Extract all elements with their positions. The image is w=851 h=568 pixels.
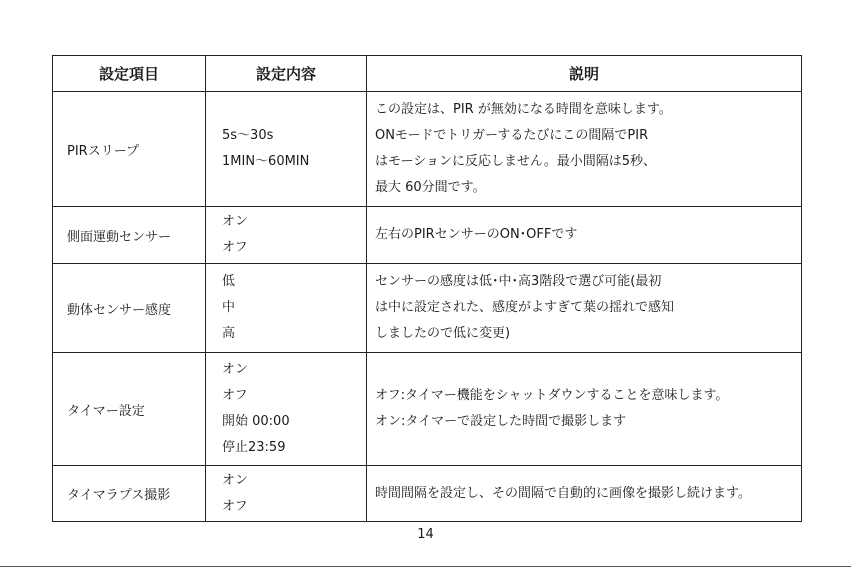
table-row bbox=[53, 92, 802, 207]
header-setting-item: 設定項目 bbox=[53, 56, 206, 92]
description-line: この設定は、PIR が無効になる時間を意味します。 bbox=[375, 102, 672, 117]
option-text: 開始 00:00 bbox=[222, 414, 290, 429]
table-row bbox=[53, 466, 802, 522]
table-row bbox=[53, 207, 802, 264]
page-number: 14 bbox=[417, 527, 434, 542]
description-line: 時間間隔を設定し、その間隔で自動的に画像を撮影し続けます。 bbox=[375, 485, 751, 501]
header-row bbox=[53, 56, 802, 92]
row-name: タイマー設定 bbox=[53, 353, 206, 466]
description-line: 最大 60分間です。 bbox=[375, 180, 486, 195]
option-text: オン bbox=[222, 362, 249, 377]
row-description bbox=[367, 92, 802, 207]
option-text: 停止23:59 bbox=[222, 440, 286, 455]
table-row bbox=[53, 264, 802, 353]
row-description bbox=[367, 264, 802, 353]
header-setting-content: 設定内容 bbox=[206, 56, 367, 92]
option-text: オフ bbox=[222, 388, 248, 403]
description-line: は中に設定された、感度がよすぎて葉の揺れで感知 bbox=[375, 300, 675, 315]
settings-table bbox=[52, 55, 802, 522]
option-text: 5s〜30s bbox=[222, 128, 274, 143]
description-line: オフ:タイマー機能をシャットダウンすることを意味します。 bbox=[375, 388, 729, 403]
row-name: タイマラプス撮影 bbox=[53, 466, 206, 522]
description-line: ONモードでトリガーするたびにこの間隔でPIR bbox=[375, 128, 649, 143]
settings-table-container bbox=[52, 55, 801, 522]
page-divider bbox=[0, 566, 851, 567]
description-line: オン:タイマーで設定した時間で撮影します bbox=[375, 414, 627, 429]
option-text: オフ bbox=[222, 240, 248, 255]
description-line: センサーの感度は低･中･高3階段で選び可能(最初 bbox=[375, 274, 662, 289]
option-text: 高 bbox=[222, 326, 236, 341]
table-row bbox=[53, 353, 802, 466]
row-description bbox=[367, 353, 802, 466]
description-line: はモーションに反応しません。最小間隔は5秒、 bbox=[375, 154, 657, 169]
row-options bbox=[206, 92, 367, 207]
row-options bbox=[206, 466, 367, 522]
description-line: 左右のPIRセンサーのON･OFFです bbox=[375, 227, 578, 242]
option-text: 1MIN〜60MIN bbox=[222, 154, 310, 169]
option-text: オン bbox=[222, 472, 249, 488]
option-text: オン bbox=[222, 214, 249, 229]
row-description bbox=[367, 466, 802, 522]
option-text: 中 bbox=[222, 300, 236, 315]
row-name: 側面運動センサー bbox=[53, 207, 206, 264]
option-text: オフ bbox=[222, 498, 248, 514]
row-options bbox=[206, 207, 367, 264]
option-text: 低 bbox=[222, 274, 236, 289]
row-options bbox=[206, 353, 367, 466]
row-options bbox=[206, 264, 367, 353]
description-line: しましたので低に変更) bbox=[375, 326, 511, 341]
row-name: 動体センサー感度 bbox=[53, 264, 206, 353]
header-description: 説明 bbox=[367, 56, 802, 92]
row-description bbox=[367, 207, 802, 264]
row-name: PIRスリープ bbox=[53, 92, 206, 207]
